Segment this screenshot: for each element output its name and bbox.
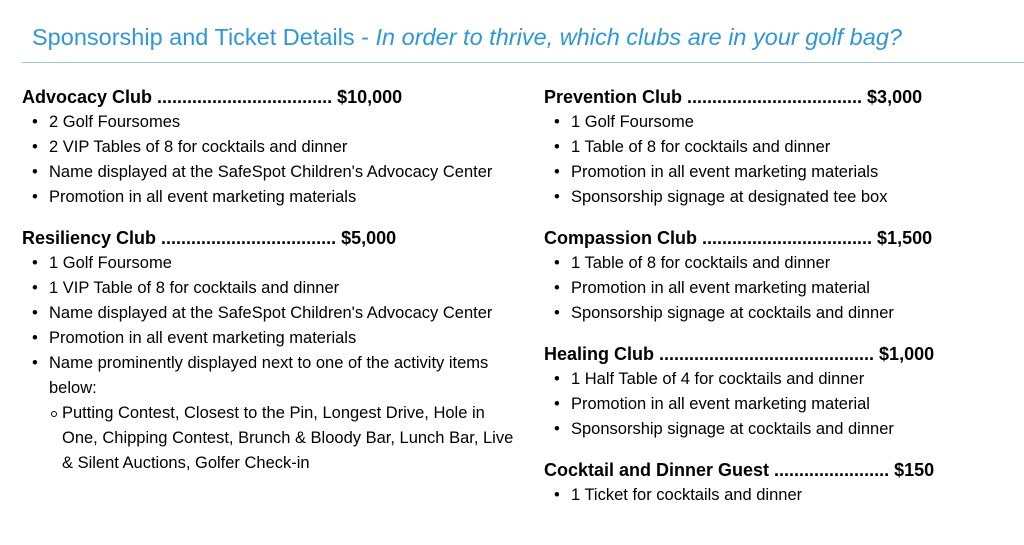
benefit-item: • 2 Golf Foursomes (22, 110, 522, 135)
advocacy-club-benefits (22, 110, 522, 210)
healing-club-heading: Healing Club ........................................... $1,000 (544, 344, 935, 364)
prevention-club-benefits (544, 110, 1014, 210)
benefit-item: • 1 VIP Table of 8 for cocktails and dinner (22, 276, 522, 301)
advocacy-club-section (22, 84, 522, 210)
advocacy-club-heading: Advocacy Club ................................... $10,000 (22, 87, 403, 107)
resiliency-club-heading: Resiliency Club ................................... $5,000 (22, 228, 397, 248)
title-divider (22, 62, 1024, 63)
compassion-club-benefits (544, 251, 1014, 326)
left-column (22, 84, 522, 491)
benefit-item: • 1 Golf Foursome (22, 251, 522, 276)
benefit-item: • 1 Golf Foursome (544, 110, 1014, 135)
prevention-club-heading: Prevention Club ................................... $3,000 (544, 87, 923, 107)
benefit-item: • Name displayed at the SafeSpot Children's Advocacy Center (22, 301, 522, 326)
resiliency-club-benefits (22, 251, 522, 401)
benefit-item: • Name displayed at the SafeSpot Children's Advocacy Center (22, 160, 522, 185)
benefit-item: • 1 Half Table of 4 for cocktails and dinner (544, 367, 1014, 392)
healing-club-benefits (544, 367, 1014, 442)
right-column (544, 84, 1014, 523)
title-tagline: In order to thrive, which clubs are in your golf bag? (375, 24, 902, 50)
cocktail-dinner-guest-section (544, 457, 1014, 508)
activity-items: Putting Contest, Closest to the Pin, Longest Drive, Hole in One, Chipping Contest, Brunch & Bloody Bar, Lunch Bar, Live & Silent Auctions, Golfer Check-in (22, 401, 522, 476)
benefit-item: • Promotion in all event marketing material (544, 392, 1014, 417)
compassion-club-section (544, 225, 1014, 326)
activity-items-list (22, 401, 522, 476)
prevention-club-section (544, 84, 1014, 210)
cocktail-dinner-guest-heading: Cocktail and Dinner Guest ....................... $150 (544, 460, 935, 480)
benefit-item: • Sponsorship signage at designated tee box (544, 185, 1014, 210)
benefit-item: • 1 Table of 8 for cocktails and dinner (544, 251, 1014, 276)
benefit-item: • 1 Ticket for cocktails and dinner (544, 483, 1014, 508)
title-main: Sponsorship and Ticket Details - (32, 24, 376, 50)
resiliency-club-section (22, 225, 522, 476)
benefit-item: • Promotion in all event marketing materials (544, 160, 1014, 185)
benefit-item: • 2 VIP Tables of 8 for cocktails and dinner (22, 135, 522, 160)
compassion-club-heading: Compassion Club .................................. $1,500 (544, 228, 933, 248)
benefit-item: • Sponsorship signage at cocktails and dinner (544, 417, 1014, 442)
benefit-item: • Promotion in all event marketing materials (22, 185, 522, 210)
benefit-item: • Promotion in all event marketing material (544, 276, 1014, 301)
page-title (32, 24, 902, 51)
benefit-item: • Name prominently displayed next to one of the activity items below: (22, 351, 522, 401)
cocktail-dinner-guest-benefits (544, 483, 1014, 508)
benefit-item: • Promotion in all event marketing materials (22, 326, 522, 351)
benefit-item: • Sponsorship signage at cocktails and dinner (544, 301, 1014, 326)
healing-club-section (544, 341, 1014, 442)
benefit-item: • 1 Table of 8 for cocktails and dinner (544, 135, 1014, 160)
